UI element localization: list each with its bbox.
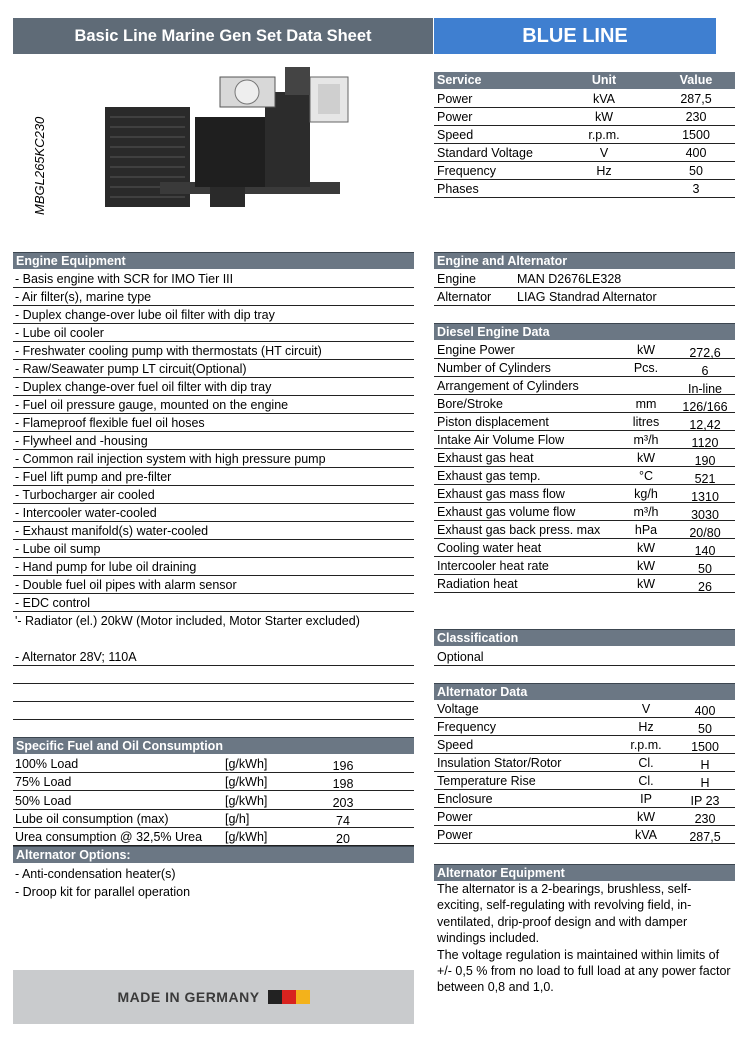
service-unit: kW <box>594 110 614 124</box>
service-row <box>434 162 735 180</box>
engine-equipment-item <box>13 378 414 396</box>
service-label: Standard Voltage <box>437 146 533 160</box>
alt-data-value: 287,5 <box>689 830 721 844</box>
service-unit: Hz <box>596 164 612 178</box>
diesel-unit: °C <box>638 469 654 483</box>
engine-equipment-label: - Air filter(s), marine type <box>15 290 152 304</box>
diesel-row <box>434 575 735 593</box>
alternator-data-row <box>434 808 735 826</box>
alt-data-unit: Cl. <box>638 756 654 770</box>
diesel-value: 190 <box>694 454 716 468</box>
engine-alternator-title: Engine and Alternator <box>434 252 735 269</box>
engine-equipment-label: - Double fuel oil pipes with alarm sensor <box>15 578 237 592</box>
fuel-unit: [g/kWh] <box>225 793 268 808</box>
diesel-value: 3030 <box>691 508 719 522</box>
engine-equipment-item <box>13 594 414 612</box>
diesel-unit: Pcs. <box>633 361 659 375</box>
diesel-row <box>434 485 735 503</box>
alt-data-value: 400 <box>694 704 716 718</box>
ea-value: LIAG Standrad Alternator <box>517 290 657 304</box>
diesel-label: Exhaust gas back press. max <box>437 523 601 537</box>
engine-equipment-label: - Fuel lift pump and pre-filter <box>15 470 172 484</box>
genset-illustration <box>100 62 360 217</box>
empty-row <box>13 666 414 684</box>
service-value: 287,5 <box>680 92 712 106</box>
diesel-label: Piston displacement <box>437 415 549 429</box>
diesel-value: In-line <box>687 382 723 396</box>
diesel-label: Cooling water heat <box>437 541 542 555</box>
alternator-options-title: Alternator Options: <box>13 846 414 863</box>
empty-row <box>13 684 414 702</box>
alt-data-label: Power <box>437 810 473 824</box>
diesel-row <box>434 431 735 449</box>
engine-equipment-item <box>13 450 414 468</box>
diesel-label: Intake Air Volume Flow <box>437 433 565 447</box>
service-label: Speed <box>437 128 474 142</box>
alt-data-label: Insulation Stator/Rotor <box>437 756 562 770</box>
engine-equipment-label: - Hand pump for lube oil draining <box>15 560 197 574</box>
model-code: MBGL265KC230 <box>32 116 47 215</box>
engine-equipment-label: - Freshwater cooling pump with thermostats (HT circuit) <box>15 344 322 358</box>
product-line-badge: BLUE LINE <box>434 18 716 54</box>
alt-data-value: H <box>700 758 710 772</box>
engine-equipment-item <box>13 342 414 360</box>
service-value: 3 <box>692 182 700 196</box>
engine-equipment-label: - Lube oil sump <box>15 542 101 556</box>
ea-label: Alternator <box>437 290 492 304</box>
engine-equipment-label: - Fuel oil pressure gauge, mounted on the engine <box>15 398 289 412</box>
diesel-row <box>434 557 735 575</box>
fuel-row <box>13 810 414 828</box>
service-row <box>434 126 735 144</box>
engine-equipment-label: - Raw/Seawater pump LT circuit(Optional) <box>15 362 247 376</box>
sheet-title: Basic Line Marine Gen Set Data Sheet <box>13 18 433 54</box>
diesel-value: 140 <box>694 544 716 558</box>
fuel-consumption-title: Specific Fuel and Oil Consumption <box>13 737 414 754</box>
alt-data-value: 50 <box>698 722 712 736</box>
fuel-row <box>13 828 414 846</box>
diesel-unit: litres <box>632 415 660 429</box>
alt-data-unit: r.p.m. <box>630 738 662 752</box>
diesel-label: Exhaust gas heat <box>437 451 534 465</box>
service-table-header: Service Unit Value <box>434 72 735 89</box>
diesel-label: Exhaust gas volume flow <box>437 505 576 519</box>
alt-data-unit: kW <box>636 810 656 824</box>
alternator-data-row <box>434 718 735 736</box>
engine-alternator-row <box>434 288 735 306</box>
diesel-row <box>434 413 735 431</box>
service-unit: kVA <box>593 92 615 106</box>
diesel-unit: kW <box>636 559 656 573</box>
service-value: 1500 <box>682 128 710 142</box>
service-label: Phases <box>437 182 479 196</box>
alt-data-value: IP 23 <box>690 794 720 808</box>
alternator-equipment-desc: The alternator is a 2-bearings, brushless, self-exciting, self-regulating with revolving field, in-ventilated, drip-proof design and with damper windings included. <box>437 882 692 946</box>
service-value: 230 <box>685 110 707 124</box>
diesel-value: 50 <box>698 562 712 576</box>
diesel-label: Intercooler heat rate <box>437 559 549 573</box>
diesel-unit: kW <box>636 451 656 465</box>
ea-value: MAN D2676LE328 <box>517 272 622 286</box>
service-value: 50 <box>689 164 703 178</box>
alt-data-value: 1500 <box>691 740 719 754</box>
service-label: Frequency <box>437 164 497 178</box>
fuel-label: 50% Load <box>15 793 72 808</box>
service-label: Power <box>437 110 473 124</box>
service-row <box>434 108 735 126</box>
engine-equipment-item <box>13 576 414 594</box>
alt-data-unit: kVA <box>635 828 657 842</box>
diesel-row <box>434 503 735 521</box>
alternator-28v-item: - Alternator 28V; 110A <box>13 648 414 666</box>
alt-data-label: Frequency <box>437 720 497 734</box>
diesel-row <box>434 449 735 467</box>
engine-equipment-label: - Turbocharger air cooled <box>15 488 155 502</box>
engine-equipment-item <box>13 324 414 342</box>
empty-row <box>13 720 414 738</box>
engine-equipment-item <box>13 468 414 486</box>
diesel-unit: m³/h <box>633 433 659 447</box>
engine-equipment-title: Engine Equipment <box>13 252 414 269</box>
classification-value: Optional <box>434 648 735 666</box>
fuel-unit: [g/kWh] <box>225 775 268 790</box>
fuel-row <box>13 773 414 791</box>
service-label: Power <box>437 92 473 106</box>
alt-data-label: Enclosure <box>437 792 493 806</box>
alt-data-label: Temperature Rise <box>437 774 536 788</box>
alternator-option-label: - Droop kit for parallel operation <box>15 885 191 899</box>
alt-data-unit: V <box>641 702 651 716</box>
alternator-data-row <box>434 754 735 772</box>
diesel-value: 12,42 <box>689 418 721 432</box>
engine-equipment-label: - Common rail injection system with high pressure pump <box>15 452 326 466</box>
engine-equipment-label: '- Radiator (el.) 20kW (Motor included, Motor Starter excluded) <box>15 614 360 628</box>
engine-equipment-item <box>13 522 414 540</box>
engine-equipment-label: - Flywheel and -housing <box>15 434 148 448</box>
engine-equipment-item <box>13 540 414 558</box>
fuel-row <box>13 792 414 810</box>
service-row <box>434 90 735 108</box>
alt-data-unit: Hz <box>638 720 654 734</box>
diesel-row <box>434 359 735 377</box>
ea-label: Engine <box>437 272 476 286</box>
engine-equipment-label: - Basis engine with SCR for IMO Tier III <box>15 272 234 286</box>
alternator-option-item <box>13 883 414 901</box>
fuel-label: 75% Load <box>15 775 72 790</box>
service-row <box>434 144 735 162</box>
diesel-unit: kW <box>636 343 656 357</box>
engine-alternator-row <box>434 270 735 288</box>
alternator-equipment-text <box>437 881 737 996</box>
alt-data-label: Speed <box>437 738 474 752</box>
alternator-regulation-desc: The voltage regulation is maintained within limits of +/- 0,5 % from no load to full load at any power factor between 0,8 and 1,0. <box>437 947 731 995</box>
engine-equipment-label: - Lube oil cooler <box>15 326 104 340</box>
service-row <box>434 180 735 198</box>
fuel-label: Lube oil consumption (max) <box>15 811 169 826</box>
engine-equipment-item <box>13 270 414 288</box>
empty-row <box>13 702 414 720</box>
engine-equipment-item <box>13 288 414 306</box>
diesel-value: 1310 <box>691 490 719 504</box>
fuel-value: 203 <box>332 795 354 810</box>
diesel-label: Bore/Stroke <box>437 397 504 411</box>
diesel-label: Engine Power <box>437 343 515 357</box>
engine-equipment-item <box>13 504 414 522</box>
alternator-data-row <box>434 790 735 808</box>
diesel-unit: kW <box>636 541 656 555</box>
diesel-row <box>434 377 735 395</box>
diesel-label: Arrangement of Cylinders <box>437 379 579 393</box>
alternator-data-row <box>434 736 735 754</box>
diesel-label: Exhaust gas temp. <box>437 469 541 483</box>
alt-data-value: H <box>700 776 710 790</box>
made-in-germany-text: MADE IN GERMANY <box>117 989 260 1005</box>
fuel-label: 100% Load <box>15 757 79 771</box>
service-unit: r.p.m. <box>588 128 620 142</box>
alt-data-unit: IP <box>640 792 652 806</box>
engine-equipment-item <box>13 396 414 414</box>
engine-equipment-item <box>13 486 414 504</box>
fuel-unit: [g/kWh] <box>225 830 268 845</box>
alternator-option-label: - Anti-condensation heater(s) <box>15 867 176 881</box>
engine-equipment-label: - Duplex change-over fuel oil filter with dip tray <box>15 380 272 394</box>
engine-equipment-item <box>13 414 414 432</box>
diesel-unit: kg/h <box>634 487 658 501</box>
engine-equipment-label: - Duplex change-over lube oil filter with dip tray <box>15 308 275 322</box>
engine-equipment-item <box>13 360 414 378</box>
fuel-value: 74 <box>336 813 350 828</box>
alternator-data-row <box>434 700 735 718</box>
diesel-label: Radiation heat <box>437 577 518 591</box>
diesel-row <box>434 521 735 539</box>
fuel-value: 196 <box>332 759 354 773</box>
engine-equipment-label: - Intercooler water-cooled <box>15 506 157 520</box>
alternator-equipment-title: Alternator Equipment <box>434 864 735 881</box>
fuel-value: 20 <box>336 832 350 847</box>
service-value: 400 <box>685 146 707 160</box>
diesel-unit: mm <box>635 397 657 411</box>
service-unit: V <box>599 146 609 160</box>
fuel-unit: [g/h] <box>225 811 250 826</box>
diesel-value: 20/80 <box>689 526 721 540</box>
alternator-data-row <box>434 772 735 790</box>
alt-data-unit: Cl. <box>638 774 654 788</box>
fuel-label: Urea consumption @ 32,5% Urea <box>15 830 203 845</box>
alternator-option-item <box>13 865 414 883</box>
made-in-germany-banner <box>13 970 414 1024</box>
engine-equipment-item <box>13 612 414 630</box>
diesel-value: 1120 <box>691 436 719 450</box>
alt-data-value: 230 <box>694 812 716 826</box>
alternator-data-title: Alternator Data <box>434 683 735 700</box>
fuel-value: 198 <box>332 777 354 792</box>
fuel-row <box>13 755 414 773</box>
alt-data-label: Voltage <box>437 702 479 716</box>
diesel-row <box>434 395 735 413</box>
engine-equipment-label: - Flameproof flexible fuel oil hoses <box>15 416 205 430</box>
engine-equipment-item <box>13 558 414 576</box>
engine-equipment-label: - Exhaust manifold(s) water-cooled <box>15 524 209 538</box>
diesel-unit: hPa <box>634 523 658 537</box>
diesel-value: 6 <box>701 364 709 378</box>
alt-data-label: Power <box>437 828 473 842</box>
diesel-value: 521 <box>694 472 716 486</box>
diesel-row <box>434 539 735 557</box>
alternator-data-row <box>434 826 735 844</box>
engine-equipment-item <box>13 432 414 450</box>
diesel-value: 272,6 <box>689 346 721 360</box>
diesel-value: 26 <box>698 580 712 594</box>
engine-equipment-item <box>13 306 414 324</box>
fuel-unit: [g/kWh] <box>225 757 268 771</box>
diesel-row <box>434 341 735 359</box>
diesel-label: Exhaust gas mass flow <box>437 487 565 501</box>
diesel-label: Number of Cylinders <box>437 361 551 375</box>
classification-title: Classification <box>434 629 735 646</box>
diesel-engine-title: Diesel Engine Data <box>434 323 735 340</box>
diesel-value: 126/166 <box>682 400 728 414</box>
german-flag-icon <box>268 990 310 1004</box>
diesel-unit: m³/h <box>633 505 659 519</box>
engine-equipment-label: - EDC control <box>15 596 91 610</box>
diesel-row <box>434 467 735 485</box>
diesel-unit: kW <box>636 577 656 591</box>
